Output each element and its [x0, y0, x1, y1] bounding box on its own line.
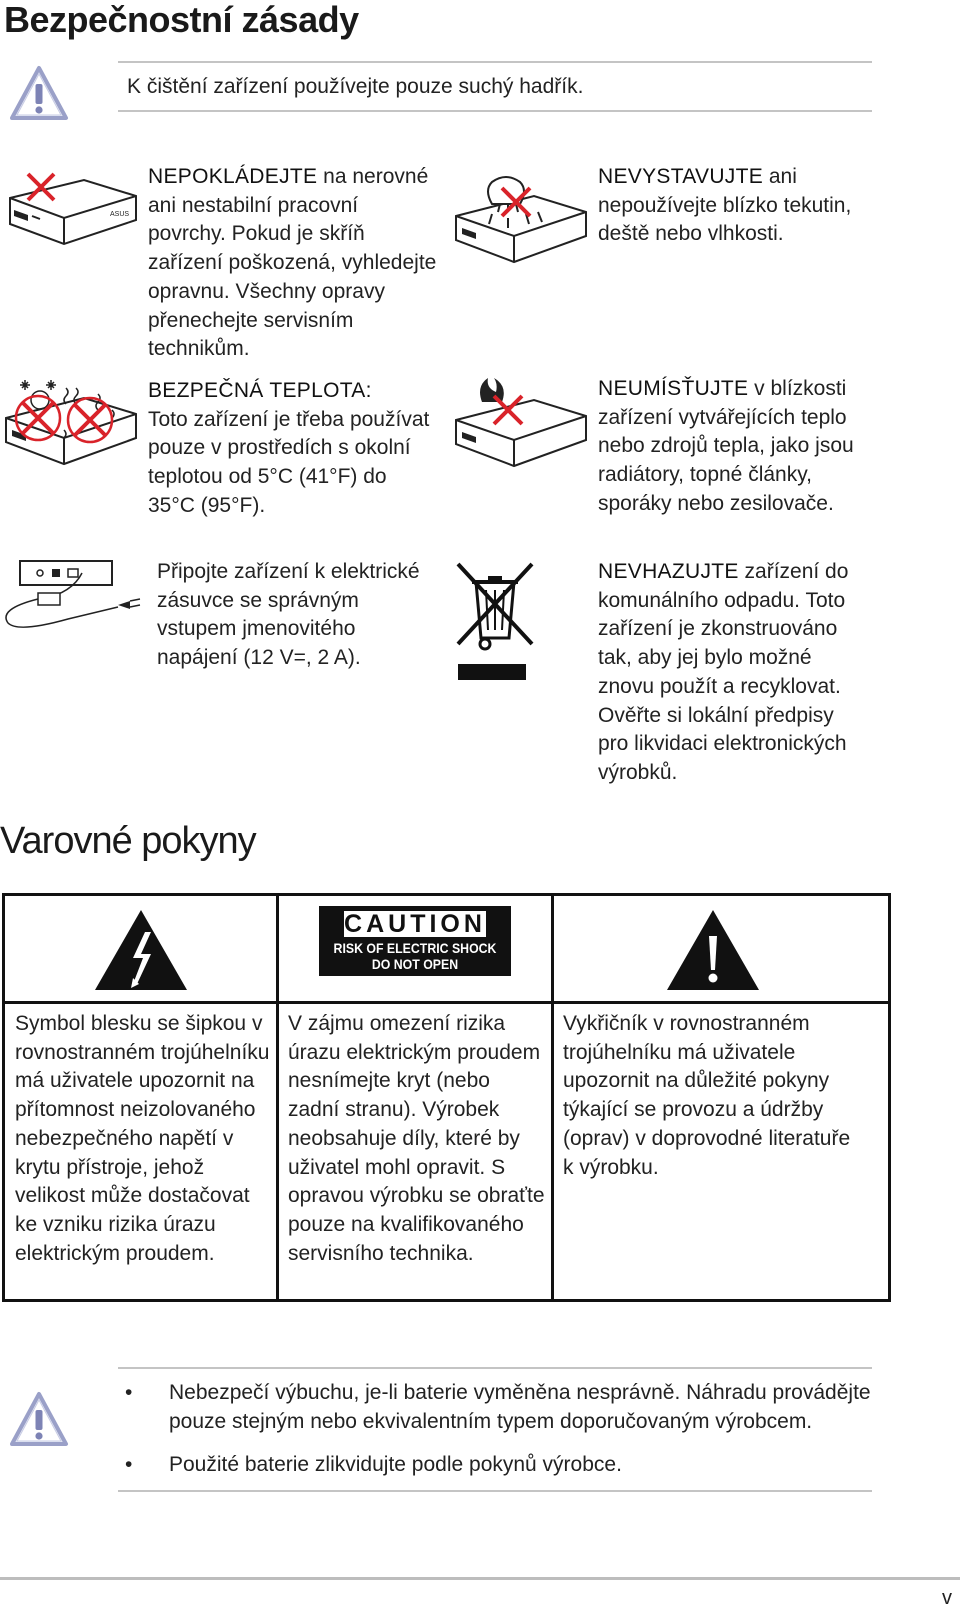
temperature-text: Toto zařízení je třeba používat pouze v prostředích s okolní teplotou od 5°C (41°F) do 35°C (95°F).	[148, 407, 430, 517]
caution-label-line2: RISK OF ELECTRIC SHOCK	[333, 940, 497, 956]
liquids-warning	[598, 163, 868, 249]
footer-divider	[0, 1577, 960, 1580]
divider	[118, 1490, 872, 1492]
heat-warning	[598, 375, 878, 519]
warnings-title: Varovné pokyny	[0, 820, 256, 862]
surface-warning	[148, 163, 438, 364]
bullet-marker: •	[125, 1381, 133, 1404]
caution-label-icon	[319, 906, 511, 976]
disposal-keyword: NEVHAZUJTE	[598, 560, 739, 583]
power-adapter-illustration	[2, 555, 152, 635]
battery-note: Použité baterie zlikvidujte podle pokynů výrobce.	[169, 1453, 622, 1476]
liquid-exposure-illustration	[452, 168, 592, 268]
page-title: Bezpečnostní zásady	[4, 0, 359, 40]
caution-label-title: CAUTION	[344, 910, 486, 938]
divider	[118, 61, 872, 63]
warning-text-exclamation: Vykřičník v rovnostranném trojúhelníku má uživatele upozornit na důležité pokyny týkající se provozu a údržby (oprav) v doprovodné literatuře k výrobku.	[563, 1012, 851, 1179]
battery-note: Nebezpečí výbuchu, je-li baterie vyměněna nesprávně. Náhradu provádějte pouze stejným nebo ekvivalentním typem doporučovaným výrobcem.	[169, 1381, 871, 1433]
bullet-marker: •	[125, 1453, 133, 1476]
page-number: v	[942, 1587, 952, 1609]
heat-text: v blízkosti zařízení vytvářejících teplo nebo zdrojů tepla, jako jsou radiátory, topné články, sporáky nebo zesilovače.	[598, 377, 854, 515]
divider	[118, 1367, 872, 1369]
temperature-keyword: BEZPEČNÁ TEPLOTA:	[148, 379, 372, 402]
power-note: Připojte zařízení k elektrické zásuvce se správným vstupem jmenovitého napájení (12 V=, 2 A).	[157, 560, 420, 670]
temperature-illustration	[2, 370, 142, 480]
unstable-surface-illustration	[2, 168, 142, 263]
warnings-table	[2, 893, 891, 1302]
warning-text-caution: V zájmu omezení rizika úrazu elektrickým proudem nesnímejte kryt (nebo zadní stranu). Výrobek neobsahuje díly, které by uživatel mohl opravit. S opravou výrobku se obraťte pouze na kvalifikovaného servisního technika.	[288, 1012, 545, 1265]
exclamation-triangle-icon	[665, 908, 761, 992]
surface-text: na nerovné ani nestabilní pracovní povrchy. Pokud je skříň zařízení poškozená, vyhledejte opravnu. Všechny opravy přenechejte servisním technikům.	[148, 165, 437, 361]
svg-text:ASUS: ASUS	[110, 211, 130, 218]
heat-source-illustration	[452, 372, 592, 472]
divider	[118, 110, 872, 112]
liquids-keyword: NEVYSTAVUJTE	[598, 165, 764, 188]
crossed-bin-icon	[454, 560, 536, 684]
heat-keyword: NEUMÍSŤUJTE	[598, 377, 749, 400]
lightning-triangle-icon	[93, 908, 189, 992]
warning-icon	[8, 64, 70, 122]
caution-label-line3: DO NOT OPEN	[371, 956, 459, 972]
warning-text-lightning: Symbol blesku se šipkou v rovnostranném trojúhelníku má uživatele upozornit na přítomnost neizolovaného nebezpečného napětí v krytu přístroje, jehož velikost může dostačovat ke vzniku rizika úrazu elektrickým proudem.	[15, 1012, 270, 1265]
surface-keyword: NEPOKLÁDEJTE	[148, 165, 318, 188]
liquids-text: ani nepoužívejte blízko tekutin, deště nebo vlhkosti.	[598, 165, 852, 246]
temperature-warning	[148, 377, 438, 521]
warning-icon	[8, 1390, 70, 1448]
disposal-text: zařízení do komunálního odpadu. Toto zařízení je zkonstruováno tak, aby jej bylo možné znovu použít a recyklovat. Ověřte si lokální předpisy pro likvidaci elektronických výrobků.	[598, 560, 849, 784]
disposal-warning	[598, 558, 868, 788]
intro-note: K čištění zařízení používejte pouze suchý hadřík.	[127, 75, 584, 98]
